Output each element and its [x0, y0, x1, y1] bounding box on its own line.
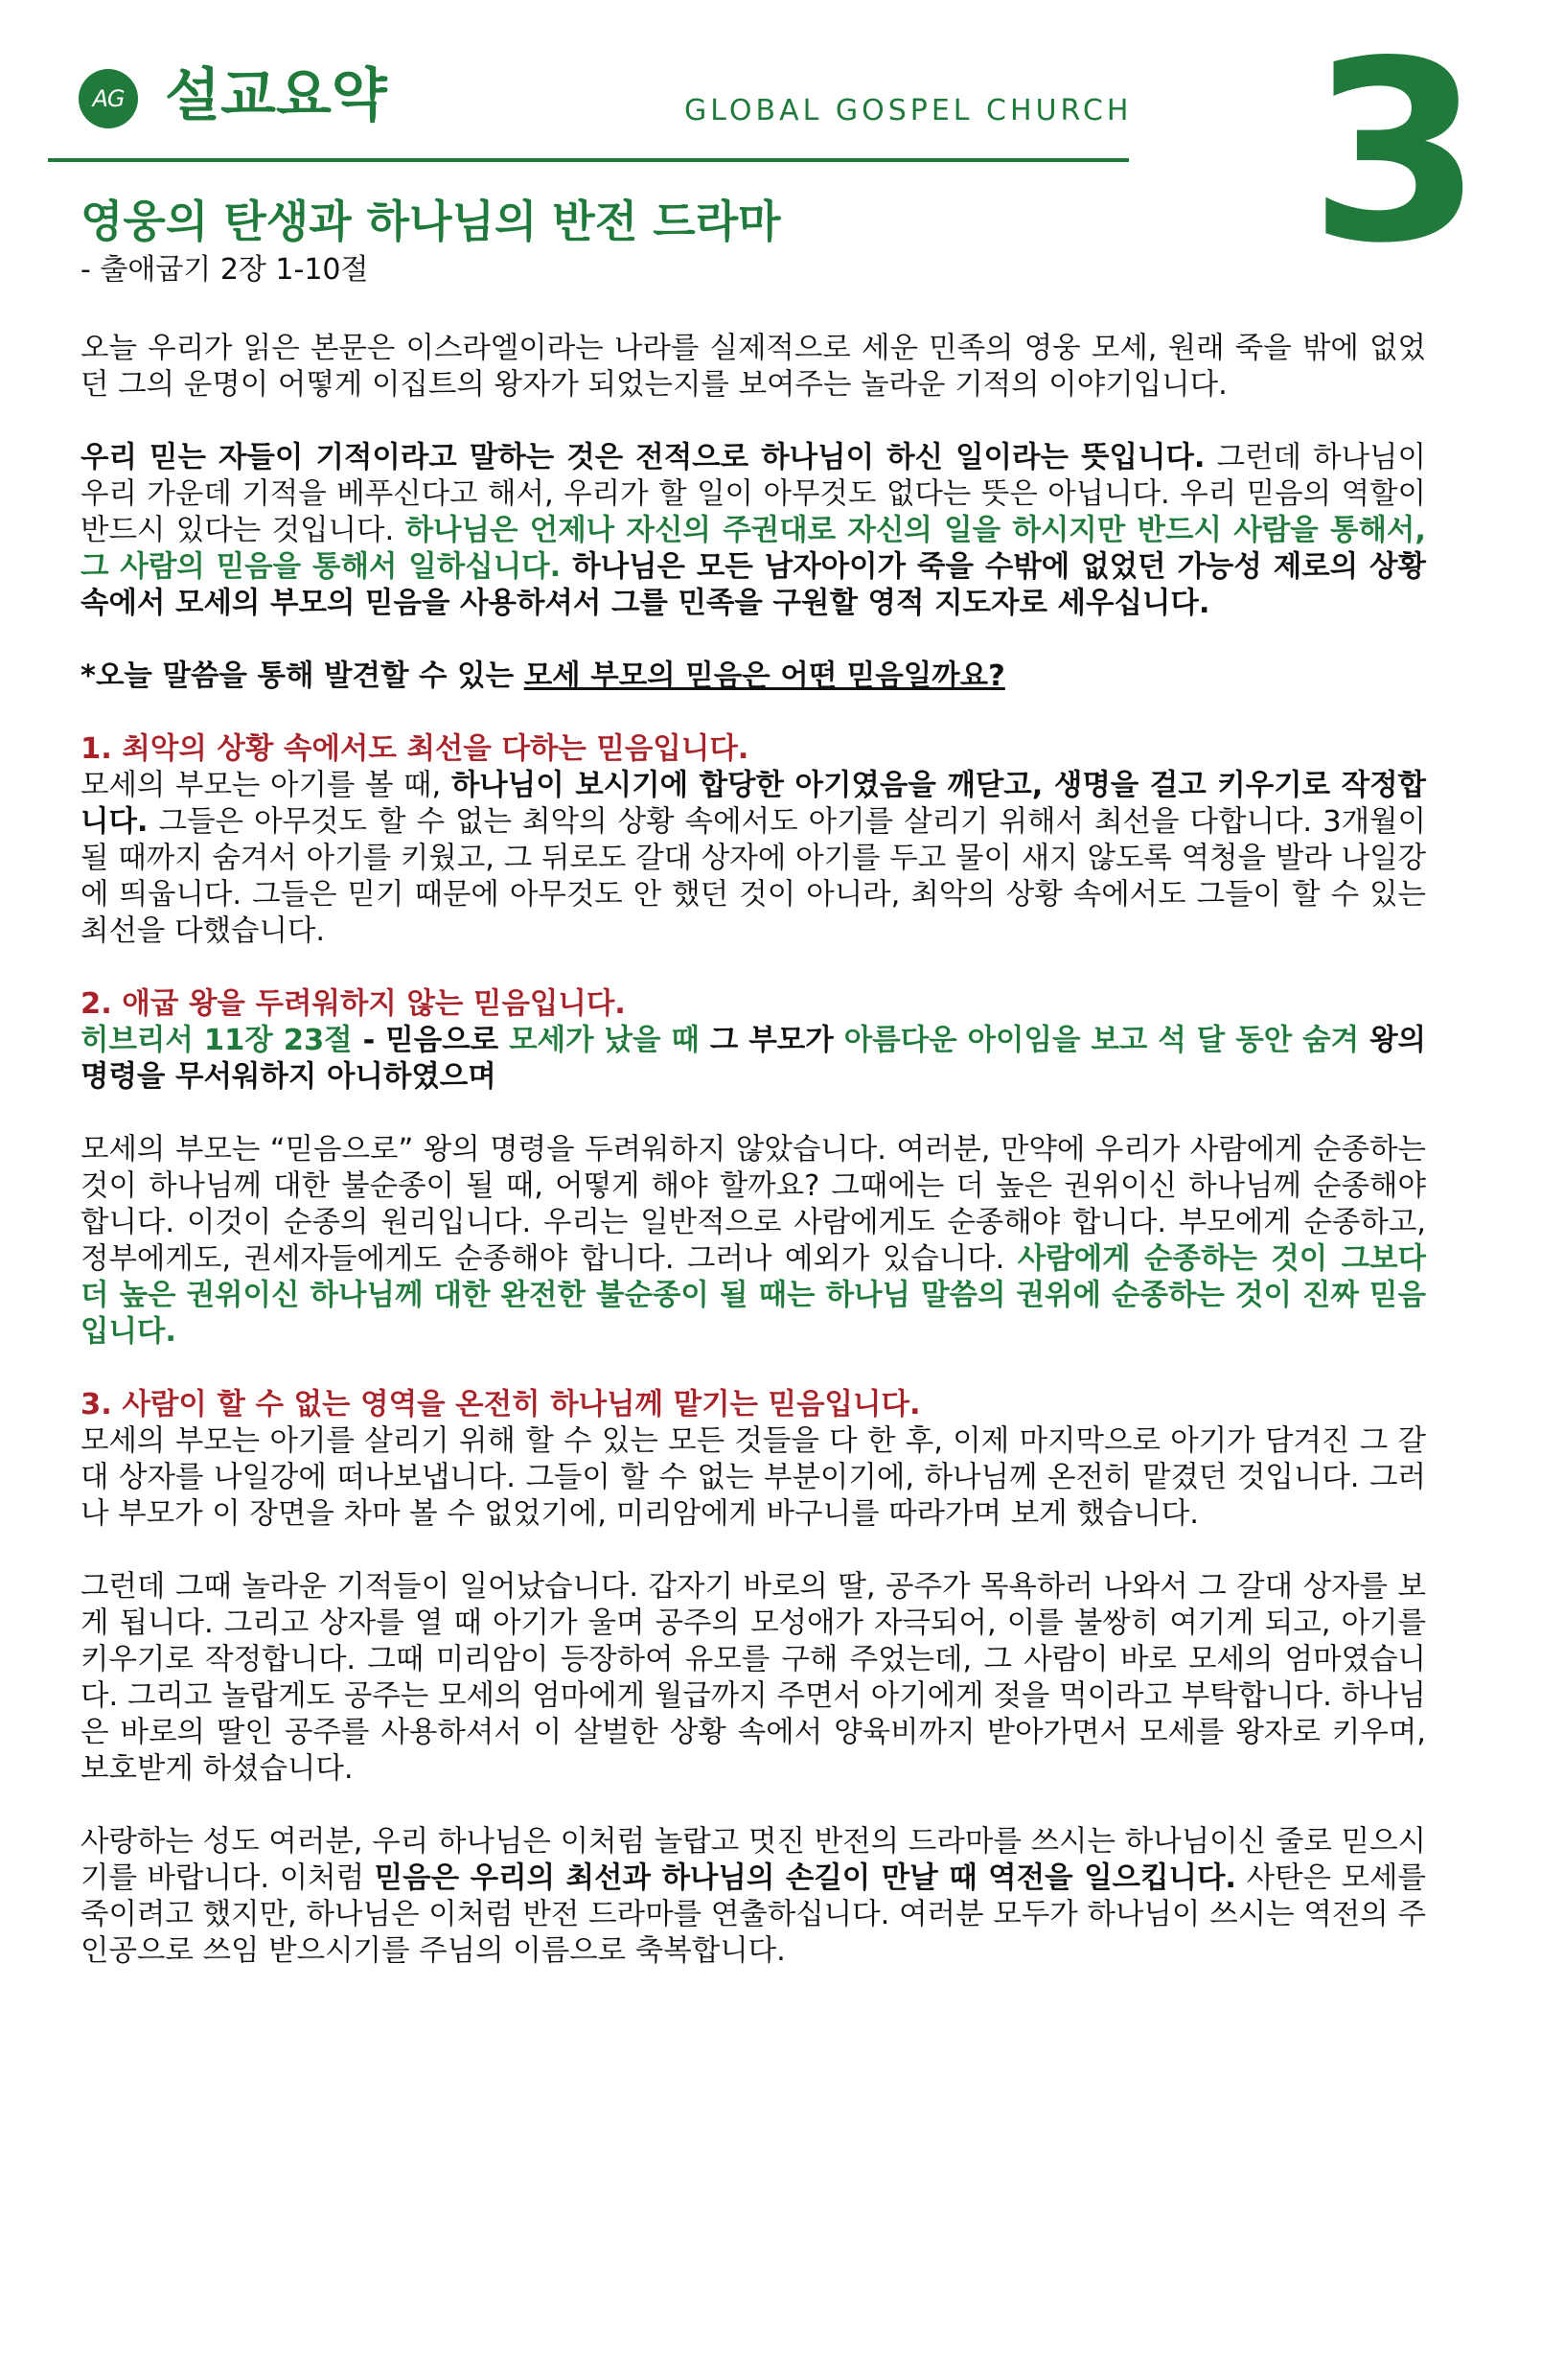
- emphasis-text: 하나님은 모든 남자아이가 죽을 수밖에 없었던 가능성 제로의 상황 속에서 모세의 부모의 믿음을 사용하셔서 그를 민족을 구원할 영적 지도자로 세우십니다.: [80, 550, 1426, 620]
- point-3-heading: 3. 사람이 할 수 없는 영역을 온전히 하나님께 맡기는 믿음입니다.: [80, 1388, 921, 1421]
- spacer: [80, 1788, 1426, 1824]
- verse-text: - 믿음으로: [352, 1024, 510, 1057]
- church-logo: [79, 69, 138, 128]
- intro-paragraph: 오늘 우리가 읽은 본문은 이스라엘이라는 나라를 실제적으로 세운 민족의 영웅 모세, 원래 죽을 밖에 없었던 그의 운명이 어떻게 이집트의 왕자가 되었는지를 보여주는 놀라운 기적의 이야기입니다.: [80, 332, 1426, 402]
- body-text: 모세의 부모는 “믿음으로” 왕의 명령을 두려워하지 않았습니다. 여러분, 만약에 우리가 사람에게 순종하는 것이 하나님께 대한 불순종이 될 때, 어떻게 해야 할까요? 그때에는 더 높은 권위이신 하나님께 순종해야 합니다. 이것이 순종의 원리입니다. 우리는 일반적으로 사람에게도 순종해야 합니다. 부모에게 순종하고, 정부에게도, 권세자들에게도 순종해야 합니다. 그러나 예외가 있습니다.: [80, 1133, 1426, 1276]
- spacer: [80, 1096, 1426, 1132]
- body-text: 사탄은 모세를 죽이려고 했지만, 하나님은 이처럼 반전 드라마를 연출하십니다. 여러분 모두가 하나님이 쓰시는 역전의 주인공으로 쓰임 받으시기를 주님의 이름으로 축복합니다.: [80, 1861, 1426, 1968]
- closing-paragraph: [80, 1824, 1426, 1970]
- miracle-story-paragraph: 그런데 그때 놀라운 기적들이 일어났습니다. 갑자기 바로의 딸, 공주가 목욕하러 나와서 그 갈대 상자를 보게 됩니다. 그리고 상자를 열 때 아기가 울며 공주의 모성애가 자극되어, 이를 불쌍히 여기게 되고, 아기를 키우기로 작정합니다. 그때 미리암이 등장하여 유모를 구해 주었는데, 그 사람이 바로 모세의 엄마였습니다. 그리고 놀랍게도 공주는 모세의 엄마에게 월급까지 주면서 아기에게 젖을 먹이라고 부탁합니다. 하나님은 바로의 딸인 공주를 사용하셔서 이 살벌한 상황 속에서 양육비까지 받아가면서 모세를 왕자로 키우며, 보호받게 하셨습니다.: [80, 1570, 1426, 1786]
- sermon-body: [80, 331, 1426, 1970]
- spacer: [80, 404, 1426, 440]
- church-name: GLOBAL GOSPEL CHURCH: [684, 94, 1133, 127]
- body-text: 그런데 하나님이 우리 가운데 기적을 베푸신다고 해서, 우리가 할 일이 아무것도 없다는 뜻은 아닙니다. 우리 믿음의 역할이 반드시 있다는 것입니다.: [80, 441, 1426, 547]
- spacer: [80, 1533, 1426, 1569]
- spacer: [80, 622, 1426, 659]
- verse-highlight: 모세가 났을 때: [509, 1024, 700, 1057]
- body-text: 모세의 부모는 아기를 볼 때,: [80, 769, 451, 802]
- body-text: 사랑하는 성도 여러분, 우리 하나님은 이처럼 놀랍고 멋진 반전의 드라마를 쓰시는 하나님이신 줄로 믿으시기를 바랍니다. 이처럼: [80, 1825, 1426, 1895]
- question-underlined: 모세 부모의 믿음은 어떤 믿음일까요?: [523, 659, 1005, 693]
- point-2-paragraph: [80, 1132, 1426, 1351]
- emphasis-text: 우리 믿는 자들이 기적이라고 말하는 것은 전적으로 하나님이 하신 일이라는 뜻입니다.: [80, 441, 1206, 474]
- point-3-paragraph: 모세의 부모는 아기를 살리기 위해 할 수 있는 모든 것들을 다 한 후, 이제 마지막으로 아기가 담겨진 그 갈대 상자를 나일강에 떠나보냅니다. 그들이 할 수 없는 부분이기에, 하나님께 온전히 맡겼던 것입니다. 그러나 부모가 이 장면을 차마 볼 수 없었기에, 미리암에게 바구니를 따라가며 보게 했습니다.: [80, 1424, 1426, 1531]
- logo-text: AG: [92, 85, 125, 112]
- miracle-paragraph: [80, 440, 1426, 622]
- page-number: 3: [1309, 9, 1483, 298]
- question-line: [80, 659, 1426, 695]
- verse-text: 그 부모가: [699, 1024, 844, 1057]
- spacer: [80, 1351, 1426, 1387]
- verse-text: 왕의 명령을 무서워하지 아니하였으며: [80, 1024, 1427, 1094]
- body-text: 그들은 아무것도 할 수 없는 최악의 상황 속에서도 아기를 살리기 위해서 최선을 다합니다. 3개월이 될 때까지 숨겨서 아기를 키웠고, 그 뒤로도 갈대 상자에 아기를 두고 물이 새지 않도록 역청을 발라 나일강에 띄웁니다. 그들은 믿기 때문에 아무것도 안 했던 것이 아니라, 최악의 상황 속에서도 그들이 할 수 있는 최선을 다했습니다.: [80, 805, 1426, 948]
- sermon-summary-label: 설교요약: [165, 62, 387, 129]
- spacer: [80, 950, 1426, 986]
- point-2-heading: 2. 애굽 왕을 두려워하지 않는 믿음입니다.: [80, 987, 626, 1021]
- verse-highlight: 아름다운 아이임을 보고 석 달 동안 숨겨: [843, 1024, 1360, 1057]
- emphasis-text: 하나님이 보시기에 합당한 아기였음을 깨닫고, 생명을 걸고 키우기로 작정합니다.: [80, 769, 1427, 839]
- highlight-text: 사람에게 순종하는 것이 그보다 더 높은 권위이신 하나님께 대한 완전한 불순종이 될 때는 하나님 말씀의 권위에 순종하는 것이 진짜 믿음입니다.: [80, 1242, 1426, 1349]
- point-1-heading: 1. 최악의 상황 속에서도 최선을 다하는 믿음입니다.: [80, 732, 749, 766]
- verse-reference: 히브리서 11장 23절: [80, 1024, 353, 1057]
- header-divider: [48, 158, 1129, 162]
- scripture-reference: - 출애굽기 2장 1-10절: [80, 253, 369, 287]
- emphasis-text: 믿음은 우리의 최선과 하나님의 손길이 만날 때 역전을 일으킵니다.: [374, 1861, 1236, 1895]
- spacer: [80, 695, 1426, 731]
- bible-verse: [80, 1023, 1426, 1096]
- highlight-text: 하나님은 언제나 자신의 주권대로 자신의 일을 하시지만 반드시 사람을 통해서, 그 사람의 믿음을 통해서 일하십니다.: [80, 514, 1426, 584]
- sermon-title: 영웅의 탄생과 하나님의 반전 드라마: [80, 196, 781, 247]
- question-prefix: *오늘 말씀을 통해 발견할 수 있는: [80, 659, 524, 693]
- point-1-paragraph: [80, 768, 1426, 950]
